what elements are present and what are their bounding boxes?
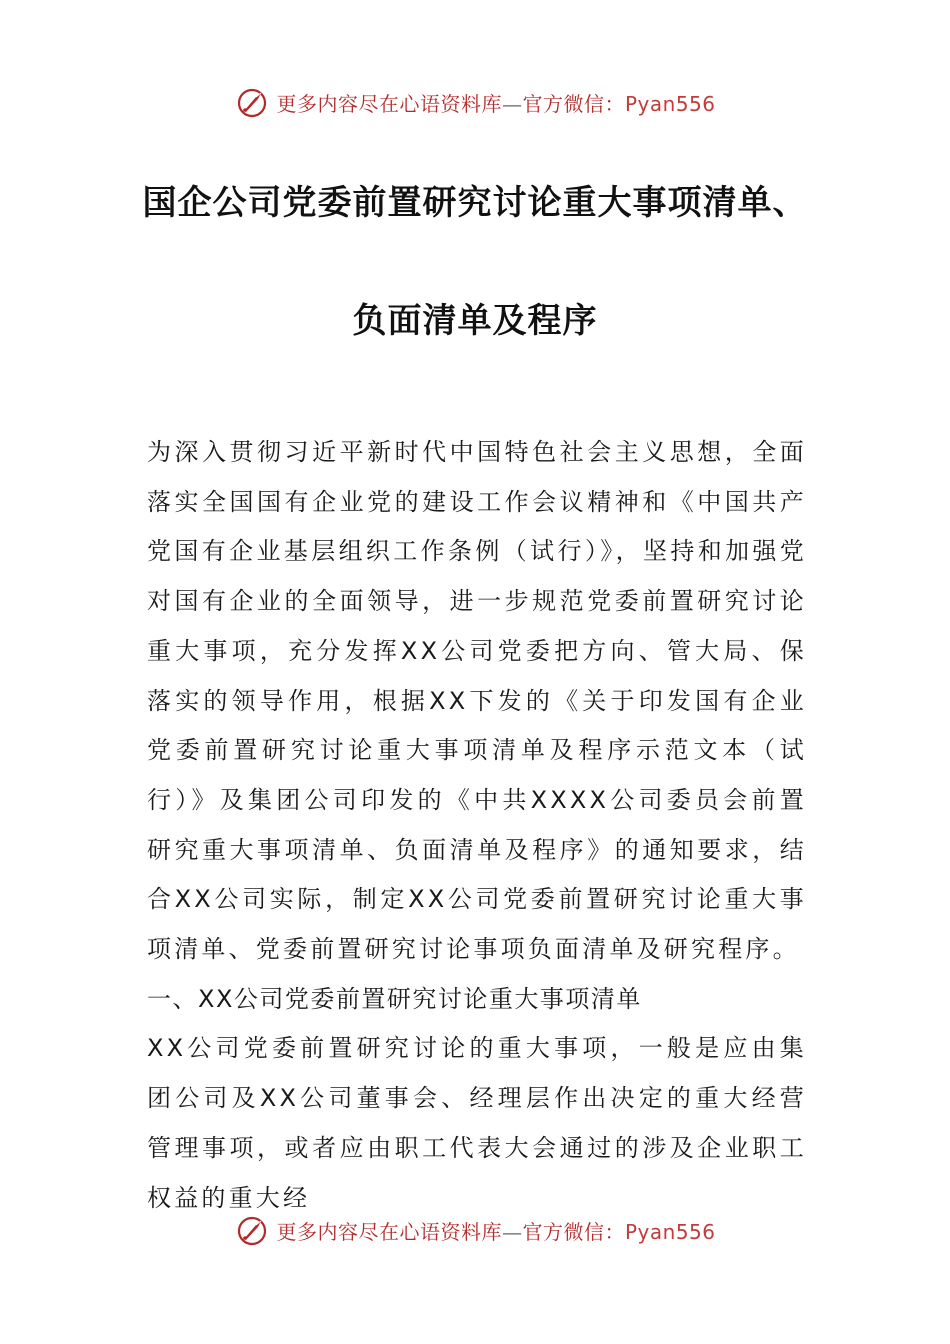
watermark-text xyxy=(276,88,715,117)
watermark-separator: — xyxy=(501,91,523,116)
pen-nib-circle-icon xyxy=(234,83,272,121)
section-paragraph: XX公司党委前置研究讨论的重大事项，一般是应由集团公司及XX公司董事会、经理层作出决定的重大经营管理事项，或者应由职工代表大会通过的涉及企业职工权益的重大经 xyxy=(147,1034,807,1212)
watermark-suffix: 官方微信： xyxy=(522,1219,625,1244)
footer-watermark xyxy=(0,1210,950,1250)
watermark-wechat-id: Pyan556 xyxy=(624,1219,716,1244)
header-watermark xyxy=(0,82,950,122)
watermark-suffix: 官方微信： xyxy=(522,91,625,116)
watermark-text xyxy=(276,1216,715,1245)
section-heading: 一、XX公司党委前置研究讨论重大事项清单 xyxy=(147,984,642,1013)
watermark-separator: — xyxy=(501,1219,523,1244)
pen-nib-circle-icon xyxy=(234,1211,272,1249)
watermark-label: 更多内容尽在心语资料库 xyxy=(276,91,502,116)
watermark-label: 更多内容尽在心语资料库 xyxy=(276,1219,502,1244)
watermark-wechat-id: Pyan556 xyxy=(624,91,716,116)
document-title-line1: 国企公司党委前置研究讨论重大事项清单、 xyxy=(142,183,808,223)
document-body xyxy=(147,428,807,1223)
intro-paragraph: 为深入贯彻习近平新时代中国特色社会主义思想，全面落实全国国有企业党的建设工作会议精神和《中国共产党国有企业基层组织工作条例（试行）》，坚持和加强党对国有企业的全面领导，进一步规范党委前置研究讨论重大事项，充分发挥XX公司党委把方向、管大局、保落实的领导作用，根据XX下发的《关于印发国有企业党委前置研究讨论重大事项清单及程序示范文本（试行）》及集团公司印发的《中共XXXX公司委员会前置研究重大事项清单、负面清单及程序》的通知要求，结合XX公司实际，制定XX公司党委前置研究讨论重大事项清单、党委前置研究讨论事项负面清单及研究程序。 xyxy=(147,438,807,964)
document-title-line2: 负面清单及程序 xyxy=(352,301,598,341)
